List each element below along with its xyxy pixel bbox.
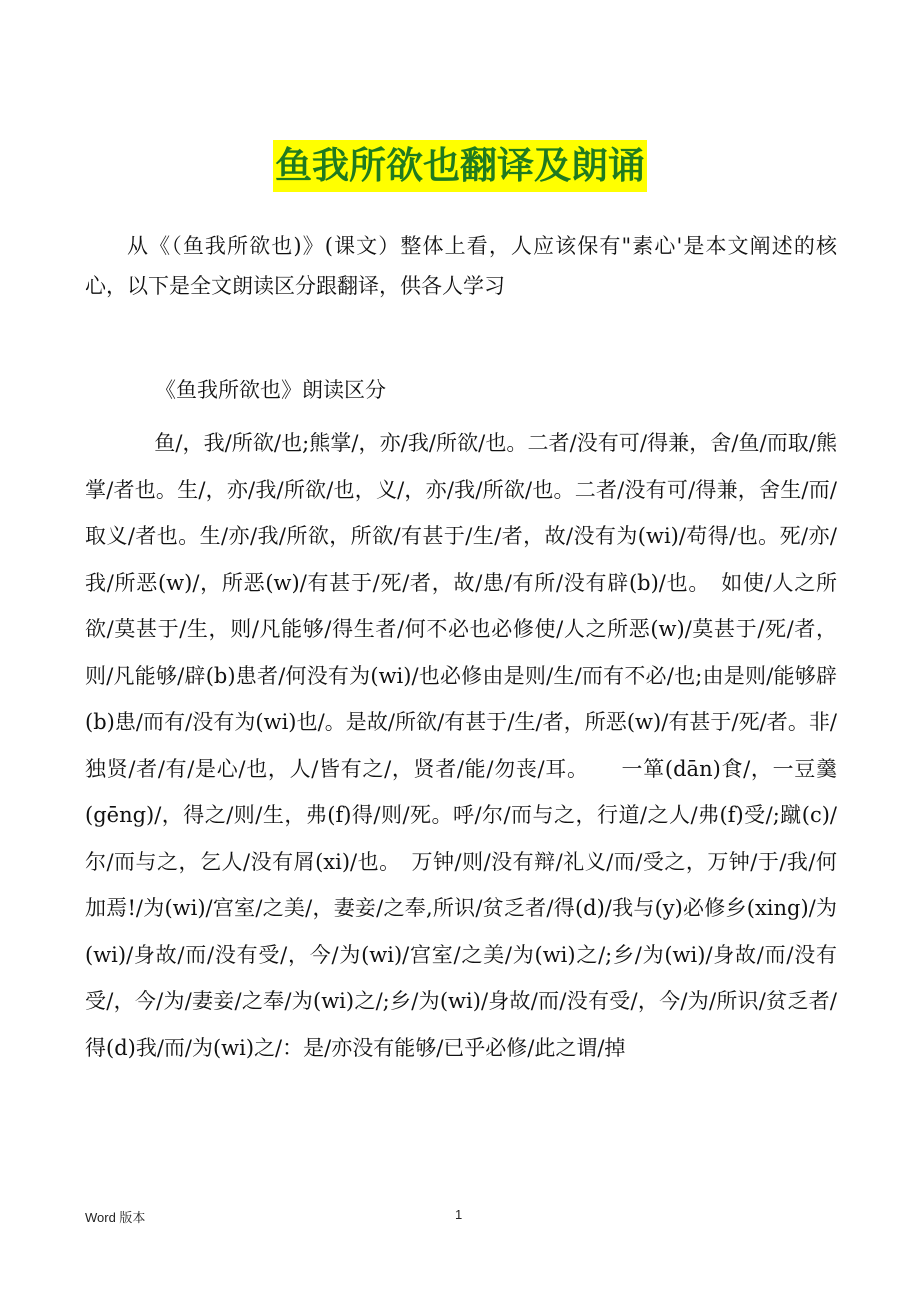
page-number: 1 [455,1207,463,1222]
title-container [0,140,920,192]
body-paragraph: 鱼/，我/所欲/也;熊掌/，亦/我/所欲/也。二者/没有可/得兼，舍/鱼/而取/熊掌/者也。生/，亦/我/所欲/也，义/，亦/我/所欲/也。二者/没有可/得兼，舍生/而/取义/者也。生/亦/我/所欲，所欲/有甚于/生/者，故/没有为(wi)/苟得/也。死/亦/我/所恶(w)/，所恶(w)/有甚于/死/者，故/患/有所/没有辟(b)/也。 如使/人之所欲/莫甚于/生，则/凡能够/得生者/何不必也必修使/人之所恶(w)/莫甚于/死/者，则/凡能够/辟(b)患者/何没有为(wi)/也必修由是则/生/而有不必/也;由是则/能够辟(b)患/而有/没有为(wi)也/。是故/所欲/有甚于/生/者，所恶(w)/有甚于/死/者。非/独贤/者/有/是心/也，人/皆有之/，贤者/能/勿丧/耳。 一箪(dān)食/，一豆羹(gēng)/，得之/则/生，弗(f)得/则/死。呼/尔/而与之，行道/之人/弗(f)受/;蹴(c)/尔/而与之，乞人/没有屑(xi)/也。 万钟/则/没有辩/礼义/而/受之，万钟/于/我/何加焉!/为(wi)/宫室/之美/，妻妾/之奉,所识/贫乏者/得(d)/我与(y)必修乡(xing)/为(wi)/身故/而/没有受/，今/为(wi)/宫室/之美/为(wi)之/;乡/为(wi)/身故/而/没有受/，今/为/妻妾/之奉/为(wi)之/;乡/为(wi)/身故/而/没有受/，今/为/所识/贫乏者/得(d)我/而/为(wi)之/：是/亦没有能够/已乎必修/此之谓/掉 [85,431,837,1060]
section-subheading: 《鱼我所欲也》朗读区分 [155,378,386,402]
intro-paragraph: 从《（鱼我所欲也)》(课文）整体上看，人应该保有"素心'是本文阐述的核心，以下是全文朗读区分跟翻译，供各人学习 [85,234,837,298]
footer-label: Word 版本 [85,1210,146,1225]
document-title: 鱼我所欲也翻译及朗诵 [273,140,647,192]
